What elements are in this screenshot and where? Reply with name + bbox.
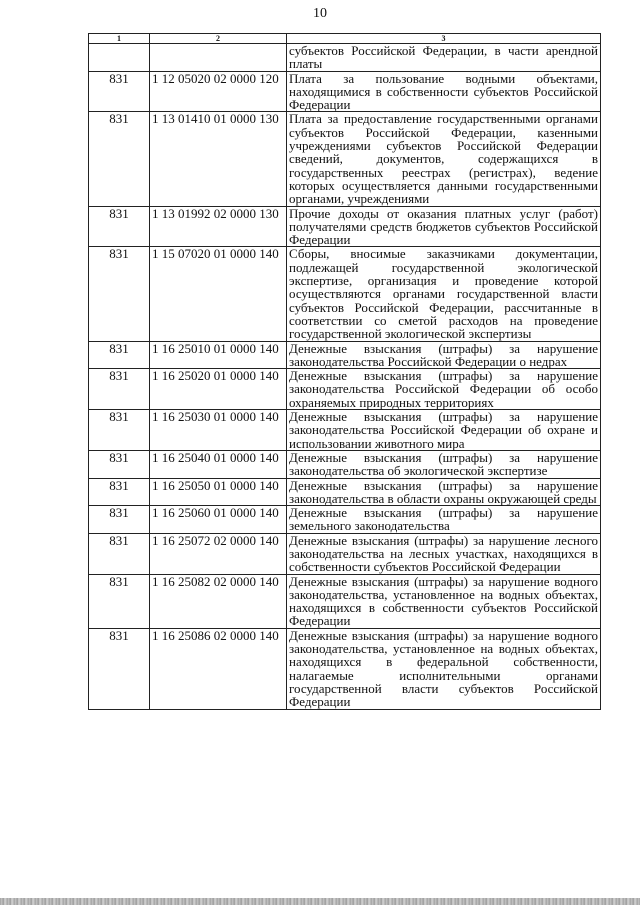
admin-code-cell: 831 [89,71,150,112]
admin-code-cell: 831 [89,341,150,369]
table-row [89,44,601,72]
table-row [89,628,601,709]
revenue-code-cell: 1 12 05020 02 0000 120 [150,71,287,112]
revenue-description-cell: субъектов Российской Федерации, в части арендной платы [287,44,601,72]
revenue-code-cell: 1 16 25010 01 0000 140 [150,341,287,369]
scan-edge-artifact [0,898,640,905]
table-row [89,71,601,112]
table-body [89,44,601,710]
revenue-code-cell: 1 13 01410 01 0000 130 [150,112,287,206]
table-row [89,341,601,369]
revenue-code-cell: 1 16 25086 02 0000 140 [150,628,287,709]
revenue-code-cell: 1 16 25060 01 0000 140 [150,506,287,534]
revenue-description-cell: Денежные взыскания (штрафы) за нарушение законодательства в области охраны окружающей среды [287,478,601,506]
header-row [89,34,601,44]
table-row [89,206,601,247]
revenue-description-cell: Денежные взыскания (штрафы) за нарушение водного законодательства, установленное на водных объектах, находящихся в собственности субъектов Российской Федерации [287,574,601,628]
table-row [89,450,601,478]
table-row [89,410,601,451]
revenue-code-cell [150,44,287,72]
admin-code-cell: 831 [89,112,150,206]
table-row [89,533,601,574]
admin-code-cell: 831 [89,450,150,478]
revenue-code-cell: 1 15 07020 01 0000 140 [150,247,287,341]
revenue-description-cell: Плата за пользование водными объектами, находящимися в собственности субъектов Российской Федерации [287,71,601,112]
column-header-2: 2 [150,34,287,44]
revenue-description-cell: Денежные взыскания (штрафы) за нарушение законодательства Российской Федерации о недрах [287,341,601,369]
revenue-description-cell: Денежные взыскания (штрафы) за нарушение законодательства об экологической экспертизе [287,450,601,478]
revenue-description-cell: Денежные взыскания (штрафы) за нарушение земельного законодательства [287,506,601,534]
revenue-description-cell: Денежные взыскания (штрафы) за нарушение лесного законодательства на лесных участках, находящихся в собственности субъектов Российской Федерации [287,533,601,574]
admin-code-cell: 831 [89,478,150,506]
column-header-3: 3 [287,34,601,44]
table-row [89,247,601,341]
revenue-code-cell: 1 16 25020 01 0000 140 [150,369,287,410]
table-row [89,506,601,534]
revenue-description-cell: Прочие доходы от оказания платных услуг (работ) получателями средств бюджетов субъектов Российской Федерации [287,206,601,247]
table-row [89,369,601,410]
table-header [89,34,601,44]
admin-code-cell: 831 [89,574,150,628]
column-header-1: 1 [89,34,150,44]
admin-code-cell: 831 [89,206,150,247]
admin-code-cell: 831 [89,247,150,341]
table-row [89,478,601,506]
revenue-code-cell: 1 16 25040 01 0000 140 [150,450,287,478]
revenue-description-cell: Сборы, вносимые заказчиками документации, подлежащей государственной экологической экспертизе, организация и проведение которой осуществляются органами государственной власти субъектов Российской Федерации, рассчитанные в соответствии со сметой расходов на проведение государственной экологической экспертизы [287,247,601,341]
admin-code-cell: 831 [89,369,150,410]
revenue-code-cell: 1 16 25050 01 0000 140 [150,478,287,506]
table-row [89,574,601,628]
page-number: 10 [313,6,327,21]
revenue-codes-table [88,33,601,710]
revenue-description-cell: Денежные взыскания (штрафы) за нарушение законодательства Российской Федерации об охране и использовании животного мира [287,410,601,451]
revenue-code-cell: 1 13 01992 02 0000 130 [150,206,287,247]
revenue-description-cell: Денежные взыскания (штрафы) за нарушение законодательства Российской Федерации об особо охраняемых природных территориях [287,369,601,410]
revenue-code-cell: 1 16 25082 02 0000 140 [150,574,287,628]
admin-code-cell [89,44,150,72]
admin-code-cell: 831 [89,533,150,574]
table-row [89,112,601,206]
revenue-code-cell: 1 16 25030 01 0000 140 [150,410,287,451]
admin-code-cell: 831 [89,628,150,709]
revenue-code-cell: 1 16 25072 02 0000 140 [150,533,287,574]
admin-code-cell: 831 [89,410,150,451]
revenue-description-cell: Денежные взыскания (штрафы) за нарушение водного законодательства, установленное на водных объектах, находящихся в федеральной собственности, налагаемые исполнительными органами государственной власти субъектов Российской Федерации [287,628,601,709]
revenue-description-cell: Плата за предоставление государственными органами субъектов Российской Федерации, казенными учреждениями субъектов Российской Федерации сведений, документов, содержащихся в государственных реестрах (регистрах), ведение которых осуществляется данными государственными органами, учреждениями [287,112,601,206]
admin-code-cell: 831 [89,506,150,534]
